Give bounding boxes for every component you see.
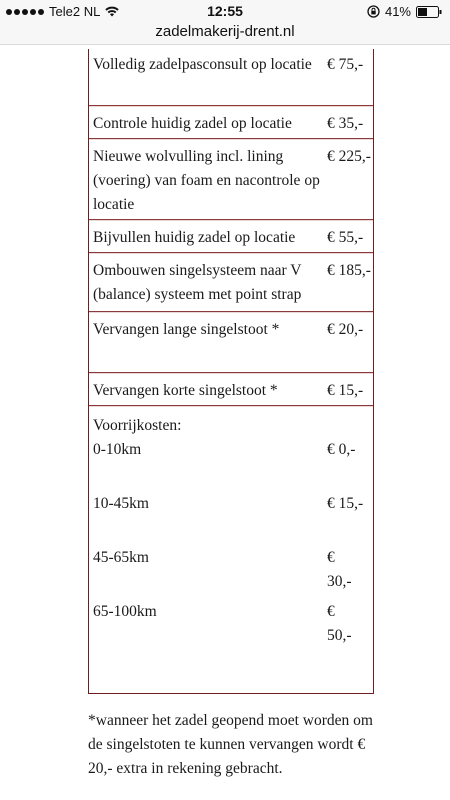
service-description: Vervangen lange singelstoot * — [93, 321, 280, 338]
url-bar[interactable]: zadelmakerij-drent.nl — [0, 22, 450, 45]
service-price: € 75,- — [327, 56, 364, 73]
table-row — [89, 255, 373, 312]
table-row — [89, 49, 373, 106]
service-price: € 35,- — [327, 115, 364, 132]
service-price: € 15,- — [327, 382, 364, 399]
service-price: € 225,- — [327, 148, 371, 165]
battery-percentage: 41% — [384, 4, 411, 19]
service-description: Bijvullen huidig zadel op locatie — [93, 229, 296, 246]
footnote: *wanneer het zadel geopend moet worden om de singelstoten te kunnen vervangen wordt € 20,- extra in rekening gebracht. — [88, 712, 373, 777]
travel-range: 0-10km — [93, 441, 142, 458]
table-row — [89, 108, 373, 139]
travel-ranges — [89, 408, 325, 693]
service-price: € 55,- — [327, 229, 364, 246]
service-price: € 185,- — [327, 262, 371, 279]
service-description: Ombouwen singelsysteem naar V (balance) systeem met point strap — [93, 262, 302, 303]
travel-range: 10-45km — [93, 495, 149, 512]
status-bar — [0, 0, 450, 22]
service-description: Volledig zadelpasconsult op locatie — [93, 56, 312, 73]
travel-price: € 0,- — [327, 441, 356, 458]
travel-price: € 15,- — [327, 495, 364, 512]
travel-price: € 50,- — [327, 603, 352, 644]
table-row — [89, 141, 373, 220]
travel-price: € 30,- — [327, 549, 352, 590]
rotation-lock-icon — [367, 5, 380, 18]
travel-range: 65-100km — [93, 603, 157, 620]
travel-heading: Voorrijkosten: — [93, 417, 182, 434]
battery-icon — [416, 6, 442, 18]
table-row — [89, 375, 373, 406]
travel-prices — [325, 408, 373, 693]
price-table — [88, 49, 374, 694]
service-price: € 20,- — [327, 321, 364, 338]
travel-range: 45-65km — [93, 549, 149, 566]
carrier-name: Tele2 NL — [49, 4, 101, 19]
table-row — [89, 222, 373, 253]
travel-costs-row — [89, 408, 373, 693]
service-description: Vervangen korte singelstoot * — [93, 382, 278, 399]
service-description: Nieuwe wolvulling incl. lining (voering) van foam en nacontrole op locatie — [93, 148, 320, 213]
service-description: Controle huidig zadel op locatie — [93, 115, 292, 132]
table-row — [89, 314, 373, 373]
status-time: 12:55 — [207, 3, 243, 19]
status-right — [367, 4, 442, 19]
